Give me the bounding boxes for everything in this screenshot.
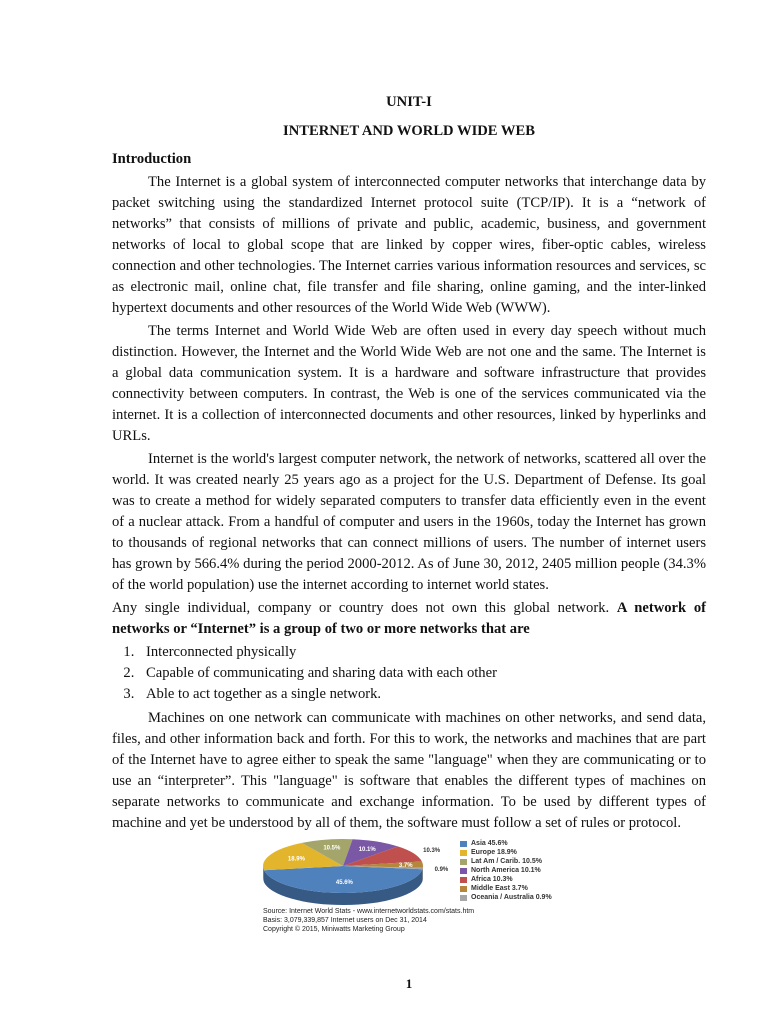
legend-swatch bbox=[460, 868, 467, 874]
paragraph-4-text: Any single individual, company or country does not own this global network. bbox=[112, 600, 617, 616]
slice-label: 18.9% bbox=[287, 856, 305, 863]
page-title: INTERNET AND WORLD WIDE WEB bbox=[283, 123, 535, 139]
paragraph-4 bbox=[112, 598, 706, 640]
legend-label: Lat Am / Carib. 10.5% bbox=[471, 858, 542, 865]
legend-label: North America 10.1% bbox=[471, 867, 541, 874]
paragraph-2: The terms Internet and World Wide Web are often used in every day speech without much distinction. However, the Internet and the World Wide Web are not one and the same. The Internet is a global data communication system. It is a hardware and software infrastructure that provides connectivity between computers. In contrast, the Web is one of the services communicated via the internet. It is a collection of interconnected documents and other resources, linked by hyperlinks and URLs. bbox=[112, 323, 706, 444]
legend-item bbox=[460, 885, 528, 893]
legend-item bbox=[460, 867, 541, 875]
pie-svg bbox=[255, 830, 455, 910]
legend-item bbox=[460, 858, 542, 866]
legend-label: Oceania / Australia 0.9% bbox=[471, 894, 552, 901]
legend-swatch bbox=[460, 850, 467, 856]
network-list bbox=[112, 642, 706, 705]
legend-label: Africa 10.3% bbox=[471, 876, 513, 883]
legend-label: Europe 18.9% bbox=[471, 849, 517, 856]
slice-label: 0.9% bbox=[434, 867, 449, 874]
legend-swatch bbox=[460, 877, 467, 883]
legend-item bbox=[460, 894, 552, 902]
slice-label: 10.1% bbox=[358, 846, 376, 853]
paragraph-4-bold: A network of networks or “Internet” is a group of two or more networks that are bbox=[112, 600, 706, 637]
legend-swatch bbox=[460, 841, 467, 847]
chart-copyright: Copyright © 2015, Miniwatts Marketing Group bbox=[263, 926, 405, 933]
paragraph-1: The Internet is a global system of interconnected computer networks that interchange data by packet switching using the standardized Internet protocol suite (TCP/IP). It is a “network of networks” that consists of millions of private and public, academic, business, and government networks of local to global scope that are linked by copper wires, fiber-optic cables, wireless connection and other technologies. The Internet carries various information resources and services, sc as electronic mail, online chat, file transfer and file sharing, online gaming, and the inter-linked hypertext documents and other resources of the World Wide Web (WWW). bbox=[112, 174, 706, 316]
unit-heading: UNIT-I bbox=[386, 94, 432, 110]
list-item: 1. Interconnected physically bbox=[138, 642, 706, 663]
legend-swatch bbox=[460, 886, 467, 892]
section-heading: Introduction bbox=[112, 151, 192, 167]
legend-item bbox=[460, 840, 508, 848]
page-number: 1 bbox=[405, 976, 413, 991]
legend-swatch bbox=[460, 895, 467, 901]
chart-source: Source: Internet World Stats - www.internetworldstats.com/stats.htm bbox=[263, 908, 475, 915]
document-body bbox=[112, 149, 706, 836]
slice-label: 10.5% bbox=[323, 845, 341, 852]
slice-label: 3.7% bbox=[398, 862, 413, 869]
paragraph-5: Machines on one network can communicate with machines on other networks, and send data, files, and other information back and forth. For this to work, the networks and machines that are part of the Internet have to agree either to speak the same "language" when they are communicating or to use an “interpreter”. This "language" is software that enables the different types of machines on separate networks to communicate and exchange information. To be used by different types of machine and yet be understood by all of them, the software must follow a set of rules or protocol. bbox=[112, 710, 706, 831]
legend-label: Asia 45.6% bbox=[471, 840, 508, 847]
legend-swatch bbox=[460, 859, 467, 865]
slice-label: 45.6% bbox=[335, 880, 353, 887]
paragraph-3: Internet is the world's largest computer network, the network of networks, scattered all over the world. It was created nearly 25 years ago as a project for the U.S. Department of Defense. Its goal was to create a method for widely separated computers to transfer data efficiently even in the event of a nuclear attack. From a handful of computer and users in the 1960s, today the Internet has grown to thousands of regional networks that can connect millions of users. The number of internet users has grown by 566.4% during the period 2000-2012. As of June 30, 2012, 2405 million people (34.3% of the world population) use the internet according to internet world states. bbox=[112, 451, 706, 593]
list-item: 2. Capable of communicating and sharing data with each other bbox=[138, 663, 706, 684]
list-item: 3. Able to act together as a single network. bbox=[138, 684, 706, 705]
chart-basis: Basis: 3,079,339,857 Internet users on Dec 31, 2014 bbox=[263, 917, 427, 924]
legend-label: Middle East 3.7% bbox=[471, 885, 528, 892]
legend-item bbox=[460, 876, 513, 884]
slice-label: 10.3% bbox=[423, 848, 441, 855]
legend-item bbox=[460, 849, 517, 857]
internet-users-pie-chart bbox=[255, 830, 575, 940]
